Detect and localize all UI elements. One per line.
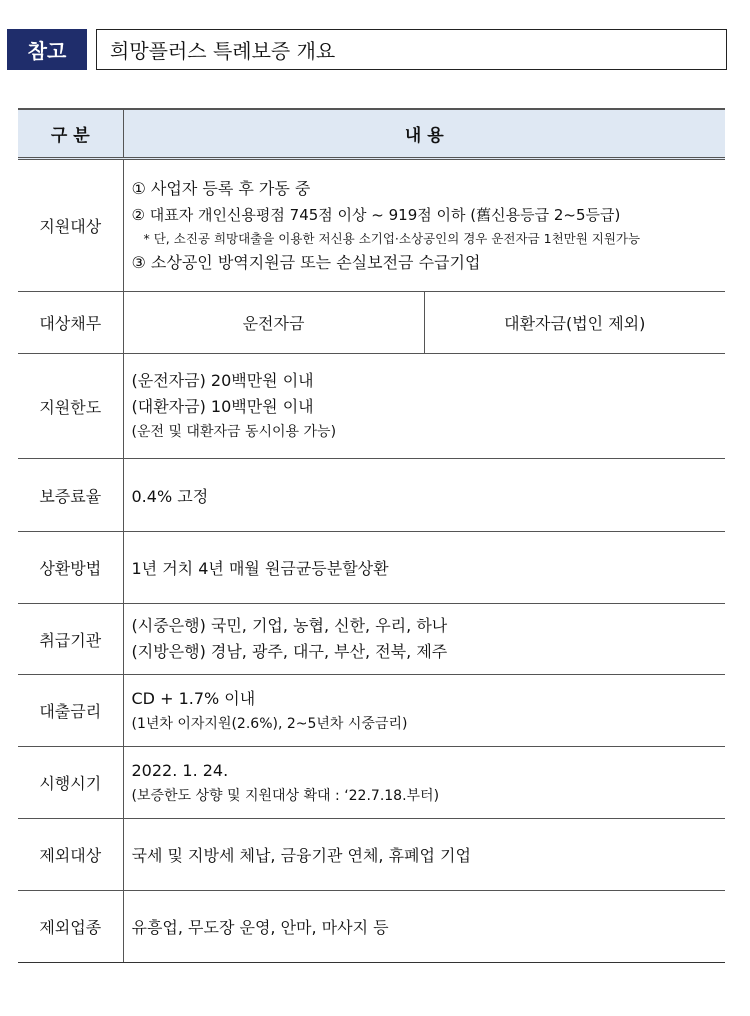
row-limit-label: 지원한도: [18, 354, 123, 459]
row-exclude-industry: [18, 891, 725, 963]
document-title-bar: [7, 29, 727, 70]
banks-line-2: (지방은행) 경남, 광주, 대구, 부산, 전북, 제주: [131, 642, 448, 661]
rate-line-1: CD + 1.7% 이내: [131, 688, 256, 708]
row-limit: [18, 354, 725, 459]
target-line-2: ② 대표자 개인신용평점 745점 이상 ~ 919점 이하 (舊신용등급 2~5등급): [131, 205, 621, 224]
row-fee-label: 보증료율: [18, 459, 123, 532]
row-rate-label: 대출금리: [18, 675, 123, 747]
row-banks-content: [123, 604, 725, 675]
document-title: 희망플러스 특례보증 개요: [96, 29, 727, 70]
start-line-2: (보증한도 상향 및 지원대상 확대 : ‘22.7.18.부터): [131, 787, 440, 804]
row-debt: [18, 292, 725, 354]
debt-refinancing-funds: 대환자금(법인 제외): [424, 292, 725, 354]
row-repayment-value: 1년 거치 4년 매월 원금균등분할상환: [123, 532, 725, 604]
header-category: 구 분: [18, 109, 123, 159]
row-fee-value: 0.4% 고정: [123, 459, 725, 532]
banks-line-1: (시중은행) 국민, 기업, 농협, 신한, 우리, 하나: [131, 616, 448, 635]
row-start-content: [123, 747, 725, 819]
row-rate: [18, 675, 725, 747]
row-banks-label: 취급기관: [18, 604, 123, 675]
row-exclude-industry-value: 유흥업, 무도장 운영, 안마, 마사지 등: [123, 891, 725, 963]
row-start: [18, 747, 725, 819]
limit-line-3: (운전 및 대환자금 동시이용 가능): [131, 424, 337, 440]
row-banks: [18, 604, 725, 675]
start-line-1: 2022. 1. 24.: [131, 760, 229, 780]
target-note: * 단, 소진공 희망대출을 이용한 저신용 소기업·소상공인의 경우 운전자금 1천만원 지원가능: [143, 230, 641, 246]
row-repayment-label: 상환방법: [18, 532, 123, 604]
row-rate-content: [123, 675, 725, 747]
row-limit-content: [123, 354, 725, 459]
debt-operating-funds: 운전자금: [123, 292, 424, 354]
row-fee: [18, 459, 725, 532]
row-start-label: 시행시기: [18, 747, 123, 819]
reference-badge: 참고: [7, 29, 87, 70]
row-debt-label: 대상채무: [18, 292, 123, 354]
guarantee-overview-table: [18, 108, 725, 963]
row-exclude-target-value: 국세 및 지방세 체납, 금융기관 연체, 휴폐업 기업: [123, 819, 725, 891]
target-line-1: ① 사업자 등록 후 가동 중: [131, 178, 311, 198]
row-target: [18, 159, 725, 292]
target-line-3: ③ 소상공인 방역지원금 또는 손실보전금 수급기업: [131, 252, 481, 272]
limit-line-2: (대환자금) 10백만원 이내: [131, 397, 314, 416]
row-target-label: 지원대상: [18, 159, 123, 292]
rate-line-2: (1년차 이자지원(2.6%), 2~5년차 시중금리): [131, 715, 408, 732]
row-exclude-target: [18, 819, 725, 891]
row-exclude-target-label: 제외대상: [18, 819, 123, 891]
header-content: 내 용: [123, 109, 725, 159]
table-header-row: [18, 109, 725, 159]
limit-line-1: (운전자금) 20백만원 이내: [131, 371, 314, 390]
row-target-content: [123, 159, 725, 292]
row-repayment: [18, 532, 725, 604]
row-exclude-industry-label: 제외업종: [18, 891, 123, 963]
